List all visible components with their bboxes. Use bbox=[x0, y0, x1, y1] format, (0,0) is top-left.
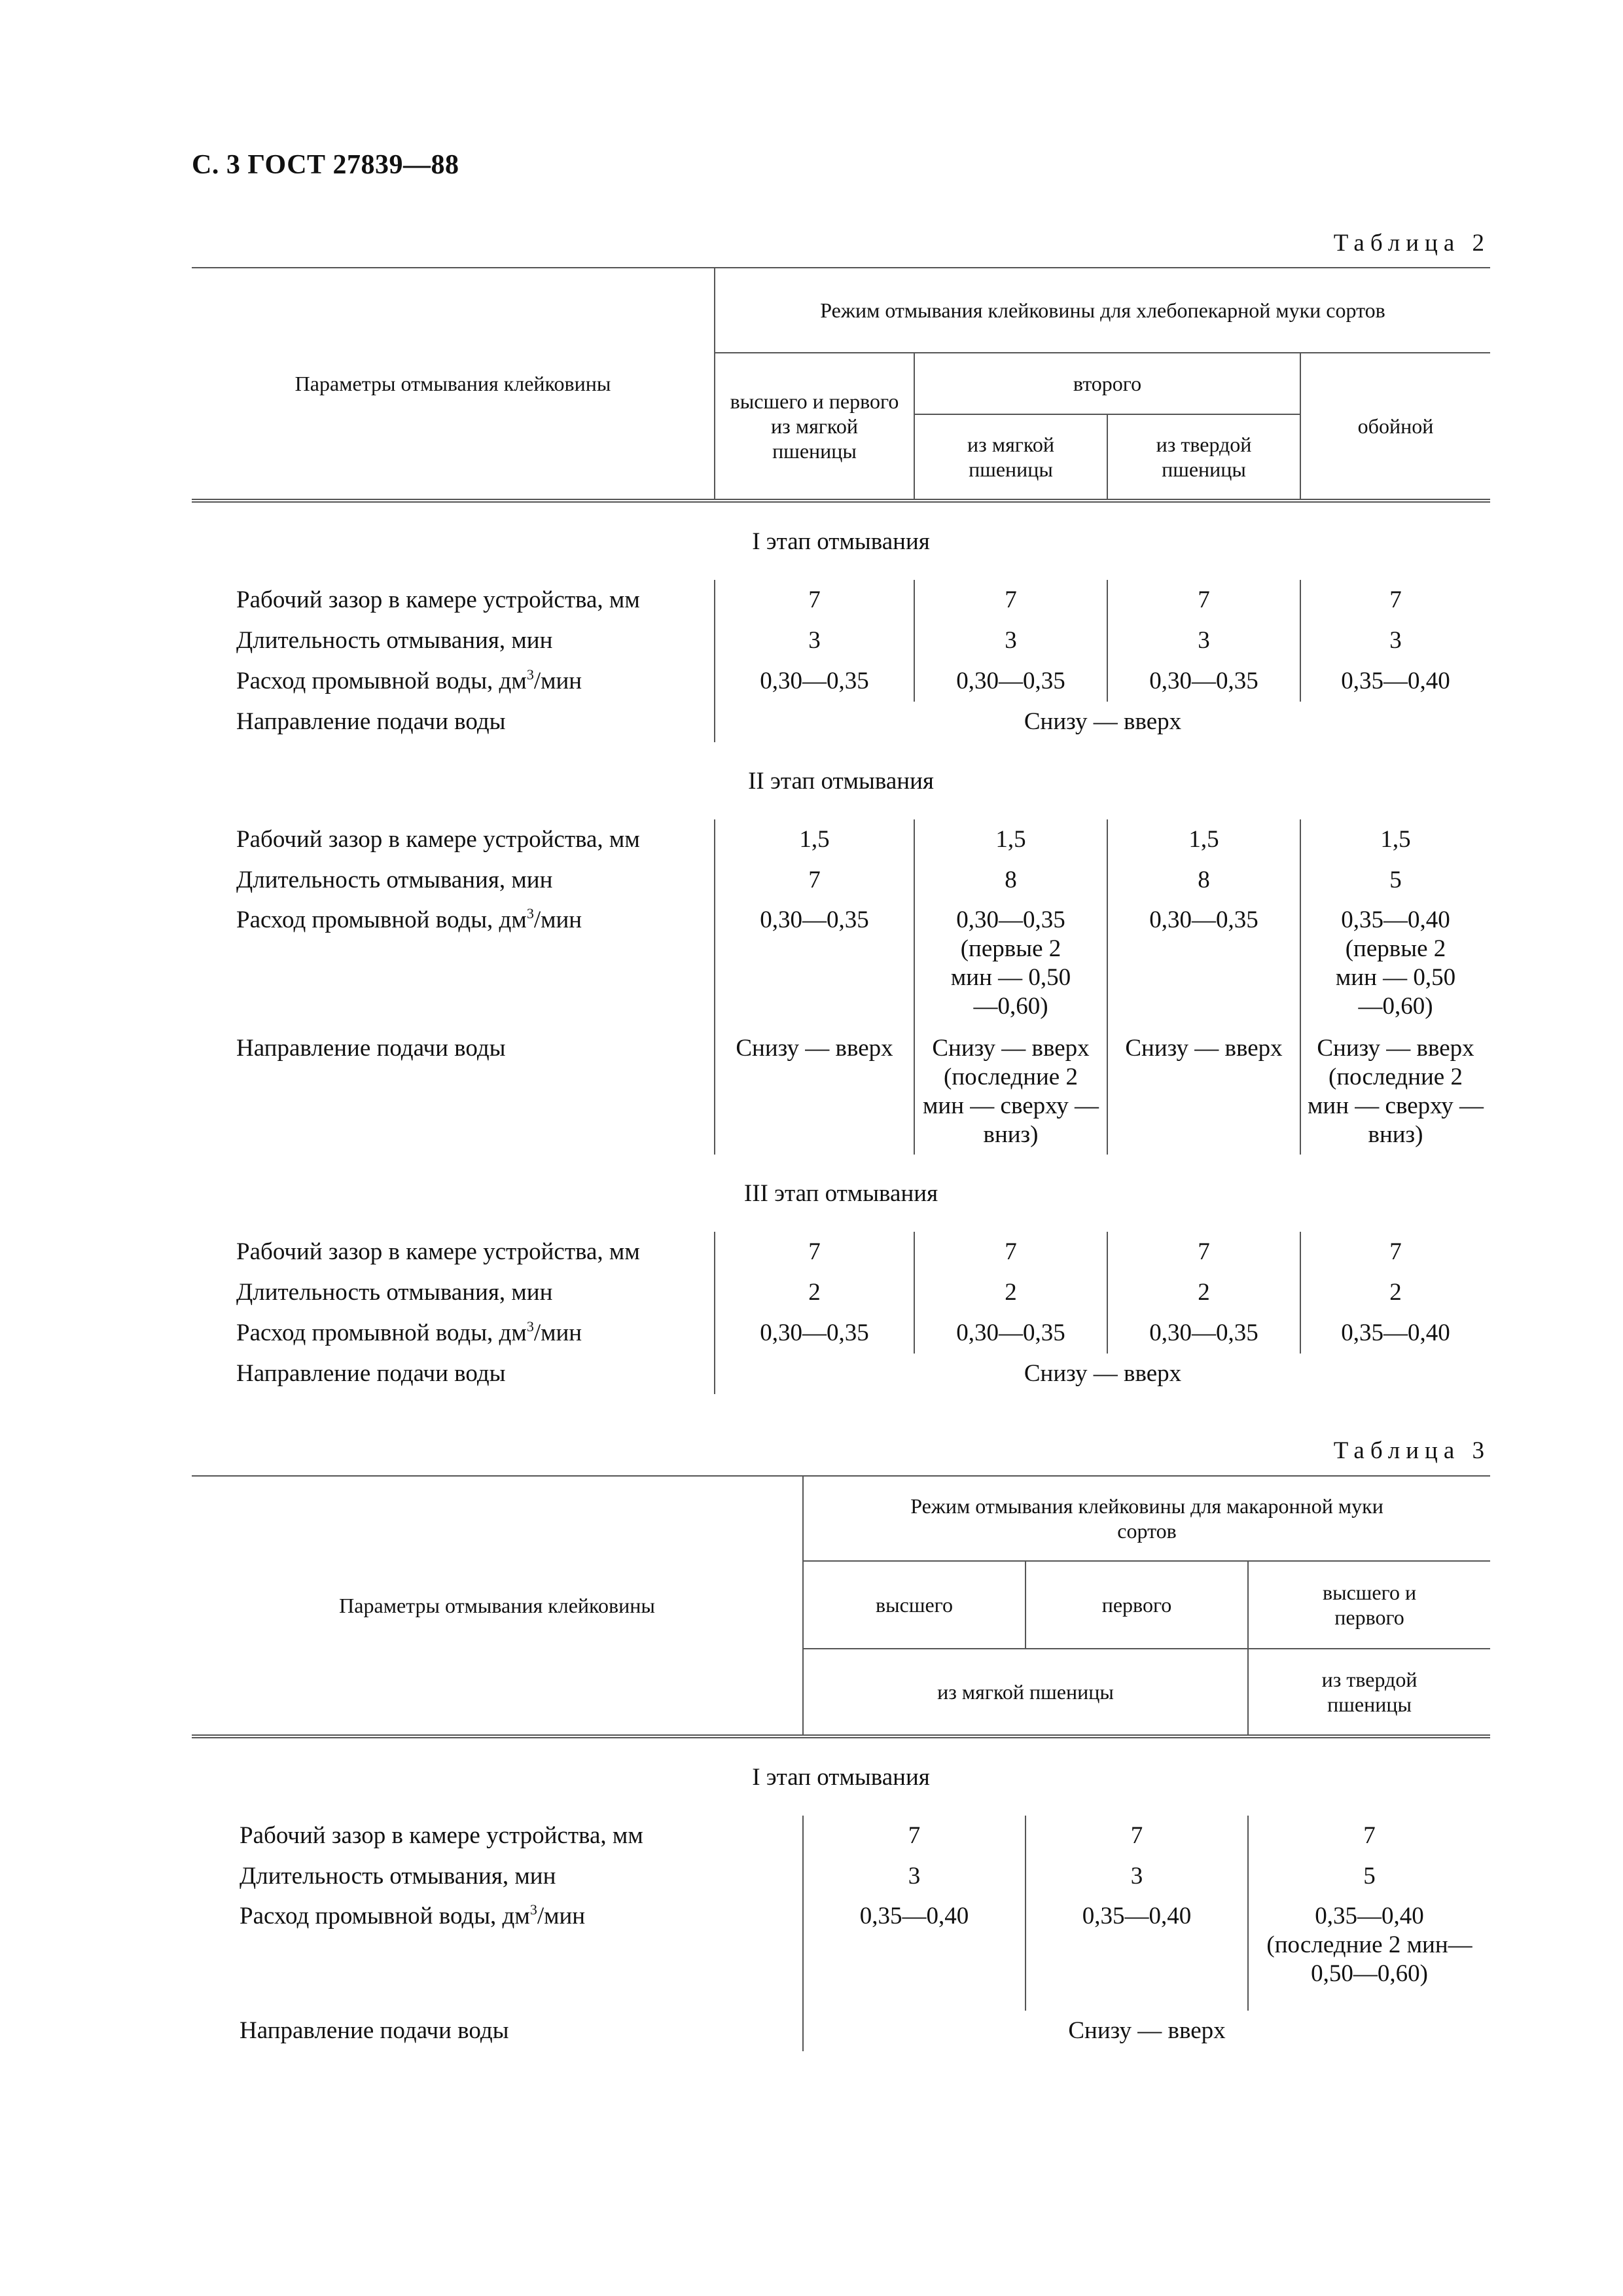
t3-col1-header: высшего bbox=[803, 1561, 1026, 1649]
t3-param-col-header: Параметры отмывания клейковины bbox=[192, 1476, 803, 1734]
t2-stage1-title: I этап отмывания bbox=[752, 528, 930, 555]
t2-s1-dur-4: 3 bbox=[1300, 620, 1490, 661]
page-header: С. 3 ГОСТ 27839—88 bbox=[192, 150, 459, 180]
t3-s1-flow-label: Расход промывной воды, $дм^3$/мин bbox=[240, 1901, 586, 1929]
t2-group-header: Режим отмывания клейковины для хлебопекарной муки сортов bbox=[715, 268, 1490, 353]
t2-s1-dur-3: 3 bbox=[1107, 620, 1300, 661]
t2-s1-gap-2: 7 bbox=[914, 580, 1107, 620]
t2-s1-dur-2: 3 bbox=[914, 620, 1107, 661]
t3-col3-header: высшего и первого bbox=[1248, 1561, 1490, 1649]
t2-s2-dir-label: Направление подачи воды bbox=[236, 1035, 506, 1062]
t2-s2-dur-3: 8 bbox=[1107, 860, 1300, 901]
t2-s2-dir-4: Снизу — вверх (последние 2 мин — сверху — вниз) bbox=[1300, 1029, 1490, 1155]
t2-s2-flow-2: 0,30—0,35 (первые 2 мин — 0,50—0,60) bbox=[914, 901, 1107, 1029]
t3-s1-flow-1: 0,35—0,40 bbox=[803, 1897, 1026, 2011]
t2-col3-header: из твердой пшеницы bbox=[1107, 414, 1300, 499]
t2-s2-dur-1: 7 bbox=[715, 860, 914, 901]
t2-s1-gap-label: Рабочий зазор в камере устройства, мм bbox=[236, 586, 640, 613]
t2-s2-dir-2: Снизу — вверх (последние 2 мин — сверху — вниз) bbox=[914, 1029, 1107, 1155]
t3-s1-gap-1: 7 bbox=[803, 1816, 1026, 1856]
t2-s1-gap-4: 7 bbox=[1300, 580, 1490, 620]
t2-s2-gap-3: 1,5 bbox=[1107, 819, 1300, 860]
t3-s1-gap-3: 7 bbox=[1248, 1816, 1490, 1856]
t3-col2-header: первого bbox=[1026, 1561, 1248, 1649]
table-2-caption: Таблица 2 bbox=[1333, 230, 1490, 257]
t2-s3-dur-4: 2 bbox=[1300, 1272, 1490, 1313]
t2-s3-dur-label: Длительность отмывания, мин bbox=[236, 1279, 553, 1306]
t3-s1-dur-label: Длительность отмывания, мин bbox=[240, 1863, 556, 1890]
t2-s1-dir: Снизу — вверх bbox=[715, 702, 1490, 742]
t2-s1-dur-label: Длительность отмывания, мин bbox=[236, 627, 553, 654]
t3-stage1-title: I этап отмывания bbox=[752, 1763, 930, 1791]
t2-s2-gap-label: Рабочий зазор в камере устройства, мм bbox=[236, 826, 640, 853]
t3-s1-dur-3: 5 bbox=[1248, 1856, 1490, 1897]
table-3-caption: Таблица 3 bbox=[1333, 1437, 1490, 1464]
t2-s3-flow-1: 0,30—0,35 bbox=[715, 1313, 914, 1354]
t2-s3-gap-2: 7 bbox=[914, 1232, 1107, 1272]
t2-s2-dur-label: Длительность отмывания, мин bbox=[236, 867, 553, 893]
t2-s3-flow-label: Расход промывной воды, $дм^3$/мин bbox=[236, 1318, 582, 1346]
t2-param-col-header: Параметры отмывания клейковины bbox=[192, 268, 715, 499]
t3-s1-flow-2: 0,35—0,40 bbox=[1026, 1897, 1248, 2011]
t2-s1-gap-1: 7 bbox=[715, 580, 914, 620]
t2-stage2-title: II этап отмывания bbox=[748, 767, 934, 795]
t2-s1-gap-3: 7 bbox=[1107, 580, 1300, 620]
t2-s3-dir: Снизу — вверх bbox=[715, 1354, 1490, 1394]
t3-soft-header: из мягкой пшеницы bbox=[803, 1649, 1248, 1734]
t3-s1-dir: Снизу — вверх bbox=[803, 2011, 1490, 2051]
t2-s3-gap-4: 7 bbox=[1300, 1232, 1490, 1272]
t2-s1-flow-2: 0,30—0,35 bbox=[914, 661, 1107, 702]
t3-s1-dur-1: 3 bbox=[803, 1856, 1026, 1897]
t2-s2-flow-3: 0,30—0,35 bbox=[1107, 901, 1300, 1029]
t2-s2-dir-1: Снизу — вверх bbox=[715, 1029, 914, 1155]
t2-s3-flow-3: 0,30—0,35 bbox=[1107, 1313, 1300, 1354]
t3-s1-dir-label: Направление подачи воды bbox=[240, 2017, 509, 2044]
t2-s1-dir-label: Направление подачи воды bbox=[236, 708, 506, 735]
t3-s1-gap-2: 7 bbox=[1026, 1816, 1248, 1856]
t2-s3-flow-2: 0,30—0,35 bbox=[914, 1313, 1107, 1354]
t2-s2-gap-1: 1,5 bbox=[715, 819, 914, 860]
t2-second-group-header: второго bbox=[914, 353, 1300, 414]
t2-s2-flow-1: 0,30—0,35 bbox=[715, 901, 914, 1029]
t2-s3-gap-1: 7 bbox=[715, 1232, 914, 1272]
t2-s1-flow-3: 0,30—0,35 bbox=[1107, 661, 1300, 702]
t2-s1-flow-label: Расход промывной воды, $дм^3$/мин bbox=[236, 666, 582, 694]
t2-s3-gap-3: 7 bbox=[1107, 1232, 1300, 1272]
t2-s3-gap-label: Рабочий зазор в камере устройства, мм bbox=[236, 1238, 640, 1265]
t2-s3-dur-1: 2 bbox=[715, 1272, 914, 1313]
t2-s1-flow-4: 0,35—0,40 bbox=[1300, 661, 1490, 702]
t2-s2-flow-label: Расход промывной воды, $дм^3$/мин bbox=[236, 905, 582, 933]
t2-s3-flow-4: 0,35—0,40 bbox=[1300, 1313, 1490, 1354]
t2-s1-dur-1: 3 bbox=[715, 620, 914, 661]
t2-s2-gap-2: 1,5 bbox=[914, 819, 1107, 860]
t2-s3-dur-2: 2 bbox=[914, 1272, 1107, 1313]
table-2 bbox=[192, 267, 1490, 1394]
t2-s3-dir-label: Направление подачи воды bbox=[236, 1360, 506, 1387]
t2-stage3-title: III этап отмывания bbox=[743, 1179, 938, 1207]
table-3 bbox=[192, 1475, 1490, 2051]
t2-s2-dir-3: Снизу — вверх bbox=[1107, 1029, 1300, 1155]
t3-group-header: Режим отмывания клейковины для макаронной муки сортов bbox=[803, 1476, 1490, 1561]
t2-s1-flow-1: 0,30—0,35 bbox=[715, 661, 914, 702]
t2-col2-header: из мягкой пшеницы bbox=[914, 414, 1107, 499]
t2-s2-dur-4: 5 bbox=[1300, 860, 1490, 901]
t2-s2-gap-4: 1,5 bbox=[1300, 819, 1490, 860]
t3-hard-header: из твердой пшеницы bbox=[1248, 1649, 1490, 1734]
t2-s2-flow-4: 0,35—0,40 (первые 2 мин — 0,50—0,60) bbox=[1300, 901, 1490, 1029]
t2-col4-header: обойной bbox=[1300, 353, 1490, 499]
t2-s2-dur-2: 8 bbox=[914, 860, 1107, 901]
t3-s1-gap-label: Рабочий зазор в камере устройства, мм bbox=[240, 1822, 643, 1849]
t2-s3-dur-3: 2 bbox=[1107, 1272, 1300, 1313]
t3-s1-dur-2: 3 bbox=[1026, 1856, 1248, 1897]
t2-col1-header: высшего и первого из мягкой пшеницы bbox=[715, 353, 914, 499]
t3-s1-flow-3: 0,35—0,40 (последние 2 мин— 0,50—0,60) bbox=[1248, 1897, 1490, 2011]
